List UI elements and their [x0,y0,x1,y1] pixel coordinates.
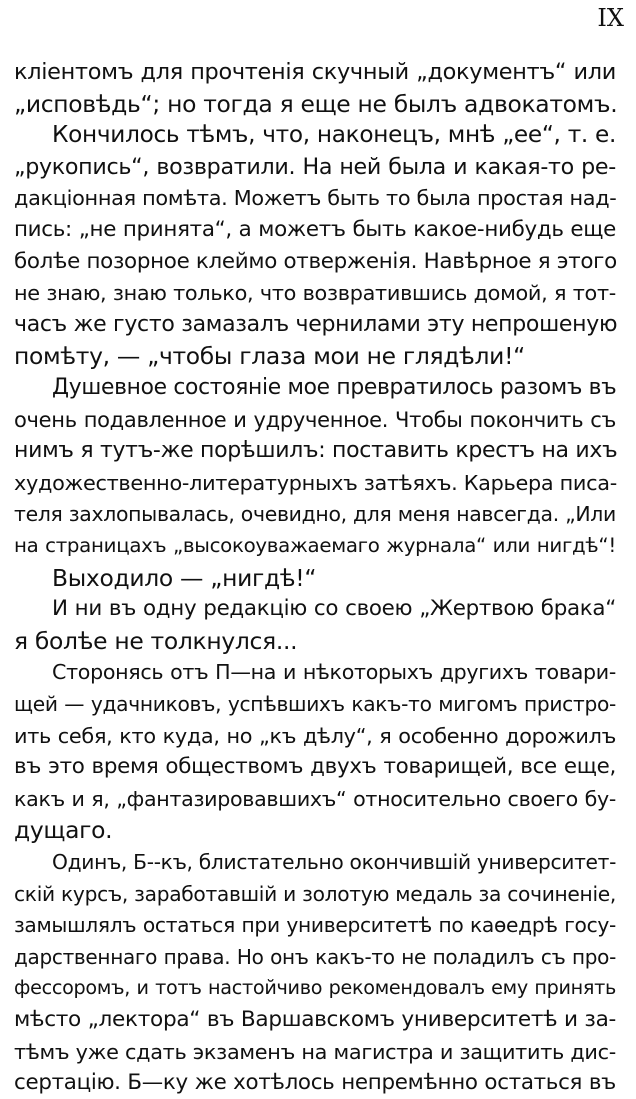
text-line: какъ и я, „фантазировавшихъ“ относительно своего бу- [14,786,616,811]
text-line: сертацiю. Б—ку же хотѣлось непремѣнно остаться въ [14,1070,616,1096]
text-line: ить себя, кто куда, но „къ дѣлу“, я особенно дорожилъ [14,723,616,748]
text-line: пись: „не принята“, а можетъ быть какое-нибудь еще [14,217,616,242]
text-line: художественно-литературныхъ затѣяхъ. Карьера писа- [14,470,617,495]
text-line: Выходило — „нигдѣ!“ [52,563,317,592]
text-line: часъ же густо замазалъ чернилами эту непрошеную [14,311,618,337]
text-line: помѣту, — „чтобы глаза мои не глядѣли!“ [14,342,525,371]
text-line: клiентомъ для прочтенiя скучный „документъ“ или [14,59,616,85]
text-line: „исповѣдь“; но тогда я еще не былъ адвокатомъ. [14,89,618,118]
text-line: Кончилось тѣмъ, что, наконецъ, мнѣ „ее“, т. е. [52,121,617,149]
text-line: „рукопись“, возвратили. На ней была и какая-то ре- [14,153,616,180]
text-line: мѣсто „лектора“ въ Варшавскомъ университетѣ и за- [14,1007,616,1032]
text-line: щей — удачниковъ, успѣвшихъ какъ-то мигомъ пристро- [14,692,616,716]
text-line: очень подавленное и удрученное. Чтобы покончить съ [14,407,616,432]
page-number: IX [597,4,624,32]
text-line: фессоромъ, и тотъ настойчиво рекомендовалъ ему принять [14,976,616,1000]
text-line: тѣмъ уже сдать экзаменъ на магистра и защитить дис- [14,1039,616,1064]
text-line: въ это время обществомъ двухъ товарищей, все еще, [14,754,616,780]
text-line: на страницахъ „высокоуважаемаго журнала“ или нигдѣ“! [14,534,616,557]
text-line: болѣе позорное клеймо отверженiя. Навѣрное я этого [14,248,617,274]
text-line: не знаю, знаю только, что возвратившись домой, я тот- [14,281,616,306]
text-line: дакцiонная помѣта. Можетъ быть то была простая над- [14,186,617,211]
text-line: нимъ я тутъ-же порѣшилъ: поставить крестъ на ихъ [14,438,618,464]
text-line: скiй курсъ, заработавшiй и золотую медаль за сочиненiе, [14,881,616,906]
text-line: Сторонясь отъ П—на и нѣкоторыхъ другихъ товари- [52,660,616,685]
text-line: теля захлопывалась, очевидно, для меня навсегда. „Или [14,502,616,527]
text-line: И ни въ одну редакцiю со своею „Жертвою брака“ [52,596,616,622]
text-line: я болѣе не толкнулся... [14,626,298,655]
text-line: Одинъ, Б--къ, блистательно окончившiй университет- [52,850,617,874]
text-line: дущаго. [14,816,113,845]
text-line: Душевное состоянiе мое превратилось разомъ въ [52,375,617,400]
text-line: замышлялъ остаться при университетѣ по каѳедрѣ госу- [14,913,616,938]
text-line: дарственнаго права. Но онъ какъ-то не поладилъ съ про- [14,944,616,969]
